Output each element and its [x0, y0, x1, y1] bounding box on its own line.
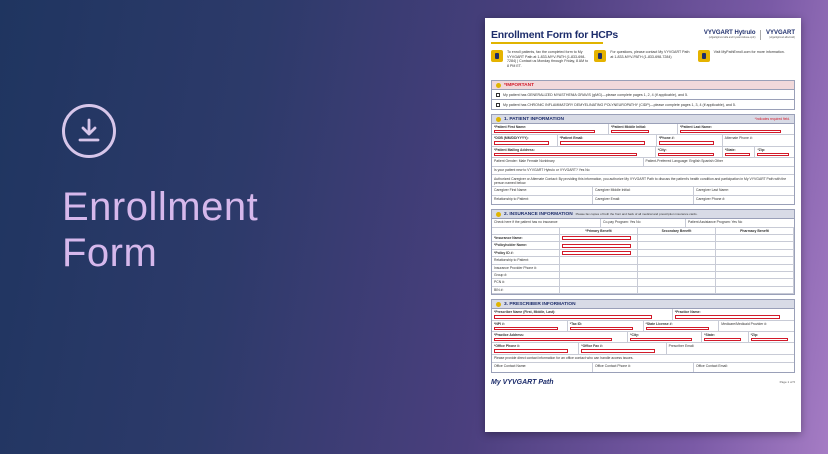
primary-insurance-name[interactable]	[560, 235, 638, 242]
field-label: *Tax ID:	[569, 321, 583, 326]
doc-header	[491, 24, 795, 46]
patient-mailing-address[interactable]	[492, 147, 656, 157]
field-label: Is your patient new to VYVGART Hytrulo or VYVGART? Yes No	[494, 167, 590, 172]
prescriber-name[interactable]	[492, 309, 673, 319]
input-box[interactable]	[611, 130, 649, 133]
field-label: *State License #:	[645, 321, 673, 326]
download-icon[interactable]	[62, 104, 116, 158]
section-icon	[496, 117, 501, 122]
laptop-icon	[698, 50, 710, 62]
form-row	[492, 219, 794, 228]
field-label: Alternate Phone #:	[724, 136, 753, 141]
primary-relationship[interactable]	[560, 257, 638, 264]
input-box[interactable]	[494, 338, 612, 341]
brand1-sub: (efgartigimod alfa and hyaluronidase-qvfc)	[708, 36, 756, 39]
state-license[interactable]	[644, 321, 720, 331]
medicare-provider[interactable]	[719, 321, 794, 331]
input-box[interactable]	[562, 236, 631, 240]
secondary-bin[interactable]	[638, 287, 716, 294]
field-label: *City:	[657, 147, 667, 152]
form-row	[492, 187, 794, 196]
important-option-gmg-label: My patient has GENERALIZED MYASTHENIA GRAVIS (gMG)—please complete pages 1, 2, 4 (if applicable), and 5.	[503, 92, 689, 97]
no-insurance-checkbox[interactable]	[492, 219, 601, 227]
contact-phone	[594, 50, 691, 62]
field-label: *Office Phone #:	[494, 344, 521, 349]
input-box[interactable]	[494, 327, 558, 330]
brand-vyvgart	[766, 30, 795, 40]
pharmacy-insurance-name[interactable]	[716, 235, 794, 242]
insurance-table	[492, 228, 794, 295]
input-box[interactable]	[659, 141, 714, 144]
field-label: *NPI #:	[494, 321, 505, 326]
patient-dob[interactable]	[492, 135, 558, 145]
col-secondary-benefit: Secondary Benefit	[638, 228, 716, 235]
field-label: Caregiver Last Name:	[696, 188, 729, 193]
field-label: Patient Gender: Male Female Nonbinary	[494, 159, 555, 164]
secondary-group[interactable]	[638, 272, 716, 279]
input-box[interactable]	[494, 130, 595, 133]
important-option-gmg[interactable]	[491, 90, 795, 100]
row-label: Group #:	[492, 272, 560, 279]
caregiver-first-name[interactable]	[492, 187, 593, 195]
field-label: *Patient Middle Initial:	[611, 125, 647, 129]
patient-info-title: 1. PATIENT INFORMATION	[504, 116, 564, 122]
secondary-policyholder[interactable]	[638, 242, 716, 249]
secondary-policy-id[interactable]	[638, 250, 716, 257]
field-label: *DOB (MM/DD/YYYY):	[494, 136, 529, 141]
hero-title-line1: Enrollment	[62, 185, 259, 229]
contact-web	[698, 50, 795, 62]
pharmacy-pcn[interactable]	[716, 279, 794, 286]
patient-alt-phone[interactable]	[723, 135, 794, 145]
field-label: *Patient First Name:	[494, 125, 527, 129]
important-section	[491, 80, 795, 110]
hero	[62, 104, 362, 276]
row-label: *Policyholder Name:	[492, 242, 560, 249]
patient-first-name[interactable]	[492, 124, 609, 134]
hero-title-line2: Form	[62, 231, 158, 275]
important-option-cidp[interactable]	[491, 100, 795, 110]
alert-icon	[496, 83, 501, 88]
field-label: Office Contact Phone #:	[595, 364, 631, 369]
pharmacy-policy-id[interactable]	[716, 250, 794, 257]
title-underline	[491, 42, 603, 44]
patient-info-grid	[491, 124, 795, 205]
doc-footer	[491, 379, 795, 386]
enrollment-form-preview[interactable]	[485, 18, 801, 432]
patient-language[interactable]	[644, 158, 795, 166]
input-box[interactable]	[675, 315, 780, 318]
caregiver-relationship[interactable]	[492, 196, 593, 205]
checkbox[interactable]	[496, 93, 500, 97]
row-label: Insurance Provider Phone #:	[492, 265, 560, 272]
form-row	[492, 343, 794, 354]
secondary-pcn[interactable]	[638, 279, 716, 286]
input-box[interactable]	[562, 251, 631, 255]
brand2-name: VYVGART	[765, 30, 795, 36]
patient-email[interactable]	[558, 135, 657, 145]
primary-pcn[interactable]	[560, 279, 638, 286]
input-box[interactable]	[570, 327, 634, 330]
contact-row	[491, 50, 795, 76]
row-label: Relationship to Patient:	[492, 257, 560, 264]
office-contact-name[interactable]	[492, 363, 593, 372]
form-row	[492, 332, 794, 343]
input-box[interactable]	[680, 130, 781, 133]
field-label: *Practice Name:	[674, 310, 701, 315]
brand-logos	[704, 30, 795, 40]
table-corner	[492, 228, 560, 235]
important-title: *IMPORTANT	[504, 82, 535, 88]
contact-fax	[491, 50, 588, 68]
input-box[interactable]	[494, 153, 637, 156]
office-fax[interactable]	[579, 343, 666, 353]
important-head	[491, 80, 795, 90]
checkbox[interactable]	[496, 103, 500, 107]
pharmacy-group[interactable]	[716, 272, 794, 279]
primary-policyholder[interactable]	[560, 242, 638, 249]
input-box[interactable]	[630, 338, 692, 341]
field-label: Patient-Preferred Language: English Spanish Other	[645, 159, 723, 164]
field-label: *Phone #:	[658, 136, 675, 141]
row-label: PCN #:	[492, 279, 560, 286]
field-label: Office Contact Email:	[696, 364, 728, 369]
field-label: *Patient Mailing Address:	[494, 147, 535, 152]
field-label: *City:	[630, 332, 639, 337]
patient-phone[interactable]	[657, 135, 723, 145]
practice-address[interactable]	[492, 332, 628, 342]
copay-program[interactable]	[601, 219, 686, 227]
input-box[interactable]	[562, 244, 631, 248]
practice-city[interactable]	[628, 332, 702, 342]
pharmacy-provider-phone[interactable]	[716, 265, 794, 272]
patient-city[interactable]	[656, 147, 723, 157]
input-box[interactable]	[704, 338, 741, 341]
field-label: Caregiver First Name:	[494, 188, 528, 193]
field-label: *Zip:	[750, 332, 759, 337]
prescriber-information-section	[491, 299, 795, 373]
field-label: *Office Fax #:	[581, 344, 603, 349]
field-label: *State:	[704, 332, 715, 337]
form-row	[492, 196, 794, 205]
patient-last-name[interactable]	[678, 124, 794, 134]
row-label: *Policy ID #:	[492, 250, 560, 257]
field-label: Patient Assistance Program: Yes No	[688, 220, 743, 225]
brand1-name: VYVGART Hytrulo	[703, 30, 756, 36]
field-label: *State:	[724, 147, 736, 152]
row-label: BIN #:	[492, 287, 560, 294]
npi[interactable]	[492, 321, 568, 331]
secondary-provider-phone[interactable]	[638, 265, 716, 272]
office-contact-phone[interactable]	[593, 363, 694, 372]
prescriber-title: 3. PRESCRIBER INFORMATION	[504, 301, 576, 307]
section-icon	[496, 212, 501, 217]
caregiver-phone[interactable]	[694, 196, 794, 205]
patient-information-section	[491, 114, 795, 205]
tax-id[interactable]	[568, 321, 644, 331]
field-label: Prescriber Email:	[668, 344, 695, 349]
required-note: *Indicates required field.	[754, 117, 790, 121]
phone-icon	[594, 50, 606, 62]
input-box[interactable]	[646, 327, 710, 330]
form-row	[492, 309, 794, 320]
field-label: *Prescriber Name (First, Middle, Last):	[494, 310, 556, 315]
field-label: Caregiver Phone #:	[696, 196, 726, 201]
input-box[interactable]	[725, 153, 750, 156]
contact-phone-text: For questions, please contact My VYVGART Path at 1-833-MYV-PATH (1-833-698-7284)	[610, 50, 690, 59]
insurance-note: Please fax copies of both the front and back of all medical and prescription insurance cards.	[575, 212, 698, 217]
form-row	[492, 363, 794, 372]
pharmacy-policyholder[interactable]	[716, 242, 794, 249]
office-contact-email[interactable]	[694, 363, 794, 372]
form-row	[492, 167, 794, 176]
field-label: Medicare/Medicaid Provider #:	[721, 321, 768, 326]
field-label: Relationship to Patient:	[494, 196, 529, 201]
field-label: *Patient Last Name:	[680, 125, 712, 129]
input-box[interactable]	[751, 338, 788, 341]
primary-bin[interactable]	[560, 287, 638, 294]
field-label: Check here if the patient has no insurance	[494, 220, 558, 225]
primary-policy-id[interactable]	[560, 250, 638, 257]
col-pharmacy-benefit: Pharmacy Benefit	[716, 228, 794, 235]
patient-info-head	[491, 114, 795, 124]
form-row	[492, 124, 794, 135]
patient-new[interactable]	[492, 167, 794, 175]
form-row	[492, 321, 794, 332]
field-label: *Zip:	[757, 147, 766, 152]
pharmacy-bin[interactable]	[716, 287, 794, 294]
pharmacy-relationship[interactable]	[716, 257, 794, 264]
input-box[interactable]	[757, 153, 788, 156]
input-box[interactable]	[494, 315, 652, 318]
form-row	[492, 158, 794, 167]
secondary-insurance-name[interactable]	[638, 235, 716, 242]
brand-divider	[760, 30, 761, 40]
field-label: *Practice Address:	[494, 332, 525, 337]
field-label: Office Contact Name:	[494, 364, 527, 369]
insurance-head	[491, 209, 795, 219]
prescriber-grid	[491, 309, 795, 373]
secondary-relationship[interactable]	[638, 257, 716, 264]
patient-gender[interactable]	[492, 158, 644, 166]
row-label: *Insurance Name:	[492, 235, 560, 242]
doc-title: Enrollment Form for HCPs	[491, 29, 619, 41]
insurance-information-section	[491, 209, 795, 295]
caregiver-note: Authorized Caregiver or Alternate Contact: By providing this information, you authorize My VYVGART Path to discuss the patient's health condition and participation in My VYVGART Path with the person named below.	[494, 176, 787, 185]
form-row	[492, 147, 794, 158]
brand2-sub: (efgartigimod alfa-fcab)	[769, 36, 795, 39]
input-box[interactable]	[494, 349, 568, 352]
caregiver-email[interactable]	[593, 196, 694, 205]
practice-name[interactable]	[673, 309, 794, 319]
input-box[interactable]	[494, 141, 549, 144]
prescriber-email[interactable]	[667, 343, 794, 353]
fax-icon	[491, 50, 503, 62]
contact-fax-text: To enroll patients, fax the completed form to My VYVGART Path at 1-833-MYV-PATH (1-833-698-7284) | Contact us Monday through Friday, 8 AM to 8 PM ET.	[507, 50, 589, 68]
col-primary-benefit: *Primary Benefit	[560, 228, 638, 235]
patient-zip[interactable]	[755, 147, 794, 157]
hero-title	[62, 184, 362, 276]
form-row	[492, 175, 794, 187]
caregiver-middle-initial[interactable]	[593, 187, 694, 195]
field-label: Caregiver Middle Initial:	[595, 188, 631, 193]
input-box[interactable]	[581, 349, 655, 352]
office-contact-note: Please provide direct contact information for an office contact who can handle access issues.	[494, 356, 634, 361]
brand-vyvgart-hytrulo	[704, 30, 756, 40]
input-box[interactable]	[658, 153, 714, 156]
contact-web-text: Visit MyPathEnroll.com for more information.	[713, 50, 785, 54]
section-icon	[496, 302, 501, 307]
practice-zip[interactable]	[749, 332, 794, 342]
form-row	[492, 135, 794, 146]
patient-assistance-program[interactable]	[686, 219, 794, 227]
insurance-grid	[491, 219, 795, 295]
form-row	[492, 355, 794, 364]
office-phone[interactable]	[492, 343, 579, 353]
caregiver-last-name[interactable]	[694, 187, 794, 195]
field-label: Co-pay Program: Yes No	[603, 220, 641, 225]
patient-state[interactable]	[723, 147, 756, 157]
practice-state[interactable]	[702, 332, 748, 342]
field-label: *Patient Email:	[559, 136, 584, 141]
page-number: Page 1 of 5	[779, 380, 795, 385]
my-vyvgart-path-logo: My VYVGART Path	[491, 378, 554, 386]
primary-group[interactable]	[560, 272, 638, 279]
primary-provider-phone[interactable]	[560, 265, 638, 272]
field-label: Caregiver Email:	[595, 196, 621, 201]
prescriber-head	[491, 299, 795, 309]
insurance-title: 2. INSURANCE INFORMATION	[504, 211, 573, 217]
patient-middle-initial[interactable]	[609, 124, 678, 134]
input-box[interactable]	[560, 141, 645, 144]
important-option-cidp-label: My patient has CHRONIC INFLAMMATORY DEMYELINATING POLYNEUROPATHY (CIDP)—please complete pages 1, 3, 4 (if applicable), and 5.	[503, 102, 736, 107]
